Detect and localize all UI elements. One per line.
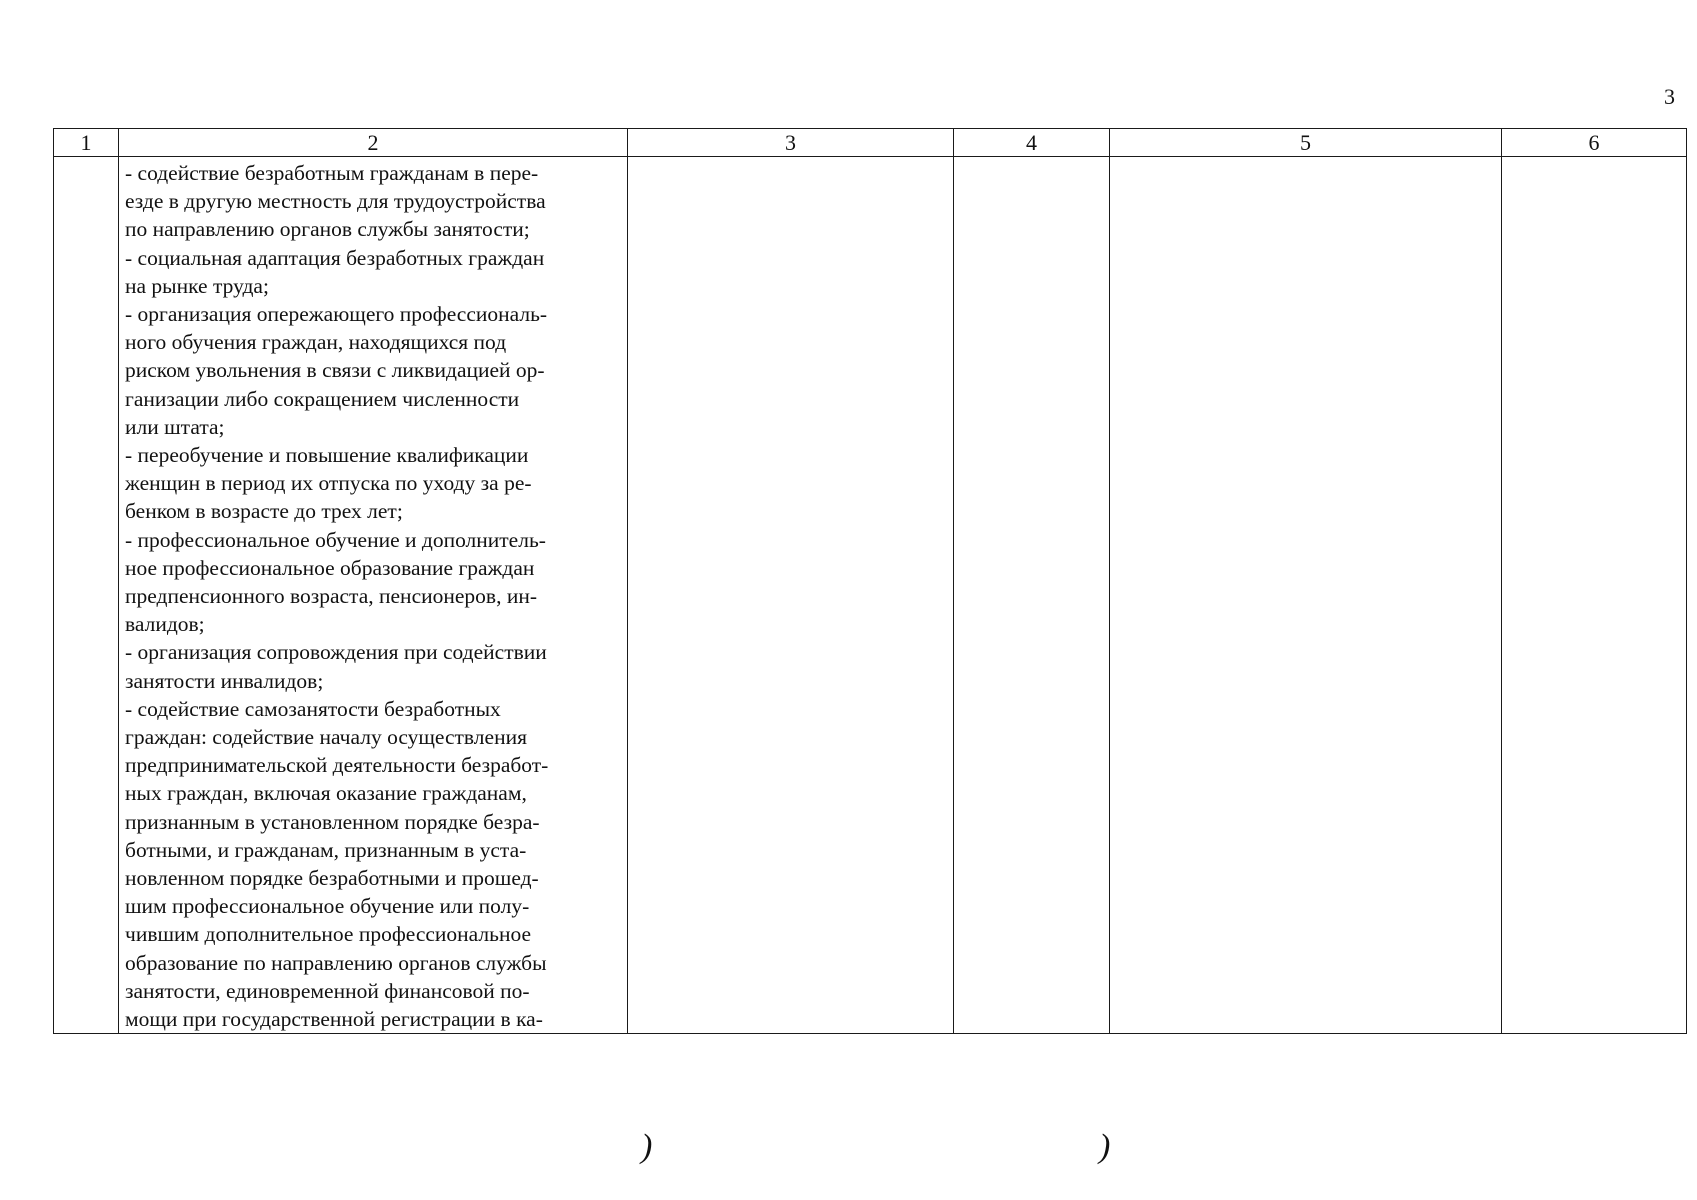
text-line: предпринимательской деятельности безработ- [125,753,549,778]
column-header-6: 6 [1502,129,1687,157]
text-line: новленном порядке безработными и прошед- [125,866,539,891]
cell-col-6 [1502,157,1687,1034]
text-line: - содействие самозанятости безработных [125,696,501,721]
bottom-mark-right: ) [1099,1128,1111,1165]
text-line: риском увольнения в связи с ликвидацией ор- [125,358,545,383]
bottom-mark-left: ) [641,1128,653,1165]
text-line: езде в другую местность для трудоустройства [125,189,546,214]
column-header-1: 1 [54,129,119,157]
text-line: ных граждан, включая оказание гражданам, [125,781,527,806]
cell-col-2 [119,157,628,1034]
text-line: ботными, и гражданам, признанным в уста- [125,837,527,862]
text-line: ганизации либо сокращением численности [125,386,520,411]
cell-col-5 [1110,157,1502,1034]
text-line: женщин в период их отпуска по уходу за ре- [125,471,532,496]
cell-col-3 [628,157,954,1034]
text-line: или штата; [125,414,225,439]
text-line: бенком в возрасте до трех лет; [125,499,403,524]
column-header-2: 2 [119,129,628,157]
text-line: занятости инвалидов; [125,668,324,693]
text-line: - организация сопровождения при содействии [125,640,547,665]
text-line: валидов; [125,612,205,637]
document-table [53,128,1687,1034]
cell-col-1 [54,157,119,1034]
text-line: занятости, единовременной финансовой по- [125,978,530,1003]
text-line: по направлению органов службы занятости; [125,217,530,242]
text-line: - содействие безработным гражданам в пере- [125,161,539,185]
column-header-3: 3 [628,129,954,157]
text-line: ного обучения граждан, находящихся под [125,330,507,355]
text-line: предпенсионного возраста, пенсионеров, ин- [125,584,537,609]
text-line: образование по направлению органов службы [125,950,547,975]
text-line: чившим дополнительное профессиональное [125,922,532,947]
page-number: 3 [1664,84,1675,109]
text-line: - социальная адаптация безработных граждан [125,245,545,270]
table-row [54,157,1687,1034]
table-header-row [54,129,1687,157]
cell-col-4 [954,157,1110,1034]
text-line: - профессиональное обучение и дополнитель- [125,527,546,552]
column-header-4: 4 [954,129,1110,157]
text-line: шим профессиональное обучение или полу- [125,894,530,919]
text-line: ное профессиональное образование граждан [125,555,535,580]
text-line: на рынке труда; [125,273,269,298]
text-line: признанным в установленном порядке безра- [125,809,540,834]
text-line: - переобучение и повышение квалификации [125,443,529,468]
text-line: мощи при государственной регистрации в ка- [125,1007,543,1032]
column-header-5: 5 [1110,129,1502,157]
text-line: - организация опережающего профессиональ- [125,302,548,327]
text-line: граждан: содействие началу осуществления [125,725,527,750]
